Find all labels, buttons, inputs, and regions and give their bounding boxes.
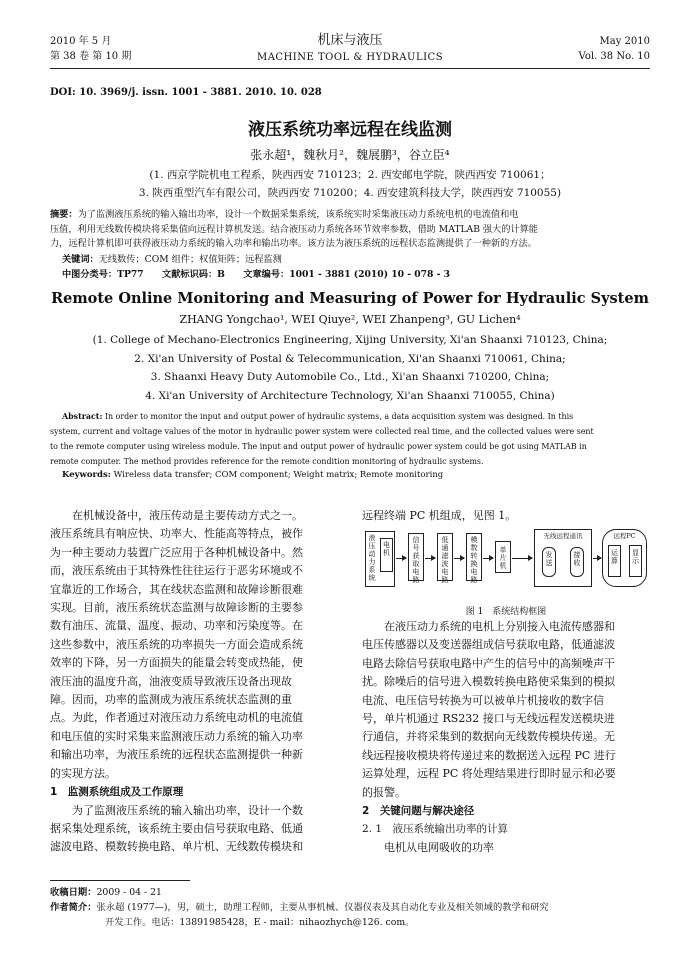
arrow [483, 558, 493, 559]
footnote-author-label: 作者简介： [50, 902, 97, 913]
abstract-en-label: Abstract: [62, 412, 103, 421]
block-adc [466, 533, 482, 584]
block-label: 低通滤波电路 [441, 536, 449, 584]
paragraph-line: 在液压动力系统的电机上分别接入电流传感器和 [362, 620, 615, 633]
paragraph-line: 宜靠近的工作场合，其在线状态监测和故障诊断很难 [50, 582, 303, 596]
block-label: 显示 [632, 549, 639, 565]
paragraph-line: 滤波电路、模数转换电路、单片机、无线数传模块和 [50, 840, 303, 854]
paragraph-line: 运算处理，远程 PC 将处理结果进行即时显示和必要 [362, 767, 616, 781]
arrow [425, 558, 435, 559]
abstract-en [50, 409, 650, 469]
paragraph-line: 的实现方法。 [50, 766, 116, 780]
keywords-cn [62, 253, 282, 268]
figure-1-caption: 图 1 系统结构框图 [465, 607, 547, 617]
paragraph-line: 实现。目前，液压系统状态监测与故障诊断的主要参 [50, 601, 303, 615]
keywords-cn-text: 无线数传；COM 组件；权值矩阵；远程监测 [98, 254, 282, 265]
paragraph-line: 电流、电压信号转换为可以被单片机接收的数字信 [362, 693, 604, 707]
abstract-en-line: In order to monitor the input and output power of hydraulic systems, a data acquisition system was designed. In this [104, 412, 574, 421]
keywords-en-text: Wireless data transfer; COM component; Weight matrix; Remote monitoring [113, 470, 444, 480]
journal-date-en: May 2010 [599, 36, 650, 47]
body-left [50, 507, 342, 857]
paragraph-line: 和电压值的实时采集来监测液压动力系统的输入功率 [50, 729, 303, 743]
arrow [593, 558, 601, 559]
paragraph-line: 为了监测液压系统的输入输出功率，设计一个数 [50, 803, 303, 817]
paragraph-line: 行通信，并将采集到的数据向无线数传模块传递。无 [362, 730, 615, 744]
paragraph-line: 电路去除信号获取电路中产生的信号中的高频噪声干 [362, 656, 615, 670]
block-label: 单片机 [499, 546, 507, 570]
affiliation-en: 2. Xi'an University of Postal & Telecommunication, Xi'an Shaanxi 710061, China; [134, 352, 566, 365]
title-en: Remote Online Monitoring and Measuring of Power for Hydraulic System [51, 290, 649, 307]
journal-title-cn: 机床与液压 [317, 33, 383, 48]
paragraph-line: 而，液压系统由于其特殊性往往运行于恶劣环境或不 [50, 564, 303, 578]
doi: DOI: 10. 3969/j. issn. 1001 - 3881. 2010. 10. 028 [50, 87, 322, 98]
section-1-heading: 1 监测系统组成及工作原理 [50, 786, 184, 799]
affiliation-cn-2: 3. 陕西重型汽车有限公司，陕西西安 710200；4. 西安建筑科技大学，陕西西安 710055) [138, 187, 562, 199]
paragraph-line: 液压油的温度升高，油液变质导致液压设备出现故 [50, 674, 292, 688]
affiliation-en: 3. Shaanxi Heavy Duty Automobile Co., Ltd., Xi'an Shaanxi 710200, China; [150, 371, 550, 383]
footnote-author-text: 张永超 (1977—)，男，硕士，助理工程师，主要从事机械、仪器仪表及其自动化专业及相关领域的教学和研究 [96, 902, 549, 913]
paragraph-line: 线远程接收模块将传递过来的数据送入远程 PC 进行 [362, 748, 616, 762]
section-2-1-heading: 2. 1 液压系统输出功率的计算 [362, 823, 509, 836]
keywords-en-label: Keywords: [62, 470, 111, 480]
header-rule [50, 68, 650, 69]
paragraph-line: 点。为此，作者通过对液压动力系统电动机的电流值 [50, 711, 303, 725]
paragraph-line: 扰。除噪后的信号进入模数转换电路使采集到的模拟 [362, 675, 615, 689]
figure-intro: 远程终端 PC 机组成，见图 1。 [362, 509, 517, 522]
footnote [50, 885, 660, 930]
arrow [454, 558, 464, 559]
abstract-cn-line: 力，远程计算机即可获得液压动力系统的输入功率和输出功率。该方法为液压系统的远程状态监测提供了一种新的方法。 [50, 238, 537, 250]
authors-en: ZHANG Yongchao¹, WEI Qiuye², WEI Zhanpeng³, GU Lichen⁴ [179, 313, 521, 326]
block-display [629, 545, 642, 577]
paragraph-line: 效率的下降，另一方面损失的能量会转变成热能，使 [50, 656, 303, 670]
journal-volume: 第 38 卷 第 10 期 [50, 51, 132, 62]
journal-date: 2010 年 5 月 [50, 36, 112, 47]
paragraph-line: 障。因而，功率的监测成为液压系统状态监测的重 [50, 693, 292, 707]
abstract-en-line: system, current and voltage values of the motor in hydraulic power system were collected real time, and the collected values were sent [50, 427, 594, 436]
block-label: 远程PC [613, 532, 636, 540]
affiliation-cn-1: (1. 西京学院机电工程系，陕西西安 710123；2. 西安邮电学院，陕西西安 710061； [149, 169, 551, 181]
keywords-en [62, 470, 443, 480]
block-signal-acquisition [408, 533, 424, 584]
journal-title-en: MACHINE TOOL & HYDRAULICS [256, 52, 444, 63]
block-compute [608, 545, 621, 577]
block-label: 接收 [573, 551, 581, 567]
arrow [512, 558, 532, 559]
footnote-author-text-2: 开发工作。电话：13891985428，E - mail：nihaozhych@126. com。 [105, 917, 415, 928]
block-label: 运算 [611, 549, 618, 565]
paragraph-line: 这些参数中，液压系统的功率损失一方面会造成系统 [50, 637, 303, 651]
paragraph-line: 的报警。 [362, 785, 406, 799]
section-2-heading: 2 关键问题与解决途径 [362, 805, 475, 818]
abstract-cn [50, 208, 650, 252]
affiliation-en: (1. College of Mechano-Electronics Engineering, Xijing University, Xi'an Shaanxi 710123, China; [92, 334, 608, 346]
paragraph-line: 号，单片机通过 RS232 接口与无线远程发送模块进 [362, 712, 615, 726]
footnote-rule [50, 880, 190, 881]
paragraph-line: 液压系统具有响应快、功率大、性能高等特点，被作 [50, 527, 303, 541]
block-label: 信号获取电路 [412, 536, 420, 584]
footnote-date: 2009 - 04 - 21 [96, 887, 162, 898]
block-label: 无线远程通讯 [543, 532, 583, 540]
abstract-cn-label: 摘要： [50, 209, 78, 220]
body-right [362, 618, 652, 857]
abstract-cn-line: 为了监测液压系统的输入输出功率，设计一个数据采集系统，该系统实时采集液压动力系统电机的电流值和电 [77, 209, 519, 220]
affiliations-en [0, 331, 700, 405]
block-label: 发送 [545, 551, 553, 567]
footnote-date-label: 收稿日期： [50, 887, 97, 898]
block-label: 电机 [383, 541, 390, 557]
paragraph-line: 据采集处理系统，该系统主要由信号获取电路、低通 [50, 821, 303, 835]
abstract-cn-line: 压值，利用无线数传模块将采集值向远程计算机发送。结合液压动力系统各环节效率参数，借助 MATLAB 强大的计算能 [50, 223, 538, 235]
figure-1-diagram [362, 525, 650, 597]
paragraph-line: 电机从电网吸收的功率 [362, 840, 494, 854]
block-mcu [495, 541, 511, 573]
block-label: 模数转换电路 [470, 536, 478, 584]
paragraph-line: 和输出功率，为液压系统的远程状态监测提供一种新 [50, 748, 303, 762]
block-lowpass-filter [437, 533, 453, 584]
keywords-cn-label: 关键词： [62, 254, 99, 265]
authors-cn: 张永超¹，魏秋月²，魏展鹏³，谷立臣⁴ [250, 148, 450, 162]
journal-volume-en: Vol. 38 No. 10 [578, 51, 650, 62]
paragraph-line: 数有油压、流量、温度、振动、功率和污染度等。在 [50, 619, 303, 633]
block-receive [570, 547, 584, 577]
affiliation-en: 4. Xi'an University of Architecture Technology, Xi'an Shaanxi 710055, China) [145, 389, 555, 402]
abstract-en-line: remote computer. The method provides reference for the remote condition monitoring of hydraulic systems. [50, 457, 484, 466]
block-send [542, 547, 556, 577]
classification-cn: 中图分类号：TP77 文献标识码：B 文章编号：1001 - 3881 (2010) 10 - 078 - 3 [62, 269, 451, 280]
paragraph-line: 电压传感器以及变送器组成信号获取电路，低通滤波 [362, 638, 615, 652]
paragraph-line: 在机械设备中，液压传动是主要传动方式之一。 [50, 509, 303, 522]
block-motor [380, 538, 393, 572]
paragraph-line: 为一种主要动力装置广泛应用于各种机械设备中。然 [50, 545, 303, 559]
arrow [396, 558, 406, 559]
block-label: 液压动力系统 [368, 534, 376, 582]
title-cn: 液压系统功率远程在线监测 [248, 120, 452, 140]
abstract-en-line: to the remote computer using wireless module. The input and output power of hydraulic power system could be got using MATLAB in [50, 442, 587, 451]
